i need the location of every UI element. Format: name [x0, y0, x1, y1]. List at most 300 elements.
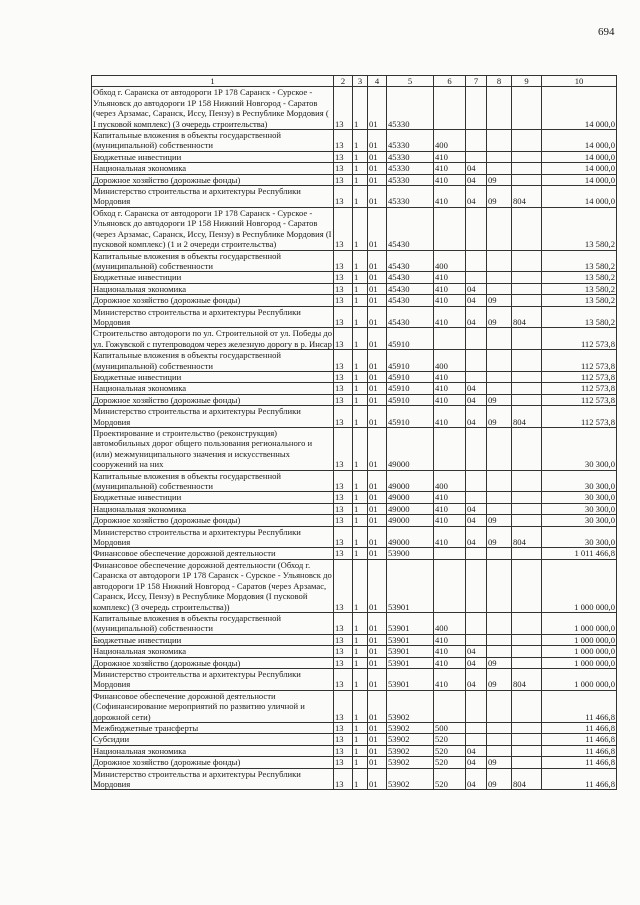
subsection-code: [487, 690, 512, 722]
target-article-code: 53902: [387, 768, 434, 790]
table-header-row: [92, 76, 617, 87]
table-row: [92, 328, 617, 350]
code-col-2: 13: [334, 646, 353, 657]
subsection-code: [487, 207, 512, 250]
code-col-2: 13: [334, 383, 353, 394]
code-col-4: 01: [368, 745, 387, 756]
code-col-4: 01: [368, 250, 387, 272]
expense-type-code: [434, 328, 466, 350]
ministry-code: [512, 690, 542, 722]
ministry-code: [512, 371, 542, 382]
code-col-4: 01: [368, 87, 387, 130]
code-col-2: 13: [334, 328, 353, 350]
expense-type-code: [434, 548, 466, 559]
row-amount: 1 000 000,0: [542, 612, 617, 634]
row-amount: 30 300,0: [542, 526, 617, 548]
row-amount: 13 580,2: [542, 306, 617, 328]
section-code: 04: [466, 745, 487, 756]
table-row: [92, 306, 617, 328]
section-code: [466, 690, 487, 722]
expense-type-code: 400: [434, 250, 466, 272]
code-col-3: 1: [353, 526, 368, 548]
code-col-3: 1: [353, 503, 368, 514]
section-code: 04: [466, 283, 487, 294]
page-number: 694: [598, 26, 615, 38]
code-col-4: 01: [368, 383, 387, 394]
target-article-code: 45330: [387, 174, 434, 185]
row-amount: 112 573,8: [542, 394, 617, 405]
target-article-code: 45430: [387, 250, 434, 272]
code-col-2: 13: [334, 668, 353, 690]
code-col-3: 1: [353, 272, 368, 283]
row-name: Дорожное хозяйство (дорожные фонды): [92, 174, 334, 185]
section-code: [466, 87, 487, 130]
row-amount: 112 573,8: [542, 350, 617, 372]
table-row: [92, 657, 617, 668]
table-row: [92, 757, 617, 768]
table-row: [92, 768, 617, 790]
code-col-2: 13: [334, 757, 353, 768]
ministry-code: [512, 559, 542, 612]
table-row: [92, 394, 617, 405]
row-name: Финансовое обеспечение дорожной деятельности (Софинансирование мероприятий по развитию уличной и дорожной сети): [92, 690, 334, 722]
code-col-2: 13: [334, 657, 353, 668]
code-col-3: 1: [353, 295, 368, 306]
subsection-code: [487, 470, 512, 492]
code-col-3: 1: [353, 406, 368, 428]
expense-type-code: [434, 428, 466, 471]
section-code: [466, 612, 487, 634]
subsection-code: [487, 151, 512, 162]
ministry-code: 804: [512, 306, 542, 328]
code-col-4: 01: [368, 515, 387, 526]
row-amount: 11 466,8: [542, 768, 617, 790]
row-name: Капитальные вложения в объекты государственной (муниципальной) собственности: [92, 470, 334, 492]
code-col-2: 13: [334, 350, 353, 372]
row-amount: 112 573,8: [542, 383, 617, 394]
row-name: Обход г. Саранска от автодороги 1Р 178 Саранск - Сурское - Ульяновск до автодороги 1Р 158 Нижний Новгород - Саратов (через Арзамас, Саранск, Иссу, Пензу) в Республике Мордовия ( I пусковой комплекс) (3 очередь строительства): [92, 87, 334, 130]
section-code: [466, 722, 487, 733]
code-col-4: 01: [368, 612, 387, 634]
header-cell: 7: [466, 76, 487, 87]
table-row: [92, 515, 617, 526]
table-row: [92, 634, 617, 645]
expense-type-code: 410: [434, 174, 466, 185]
table-row: [92, 272, 617, 283]
expense-type-code: 410: [434, 306, 466, 328]
expense-type-code: 410: [434, 634, 466, 645]
code-col-2: 13: [334, 186, 353, 208]
subsection-code: 09: [487, 306, 512, 328]
subsection-code: 09: [487, 768, 512, 790]
target-article-code: 49000: [387, 515, 434, 526]
subsection-code: [487, 130, 512, 152]
code-col-3: 1: [353, 163, 368, 174]
section-code: [466, 328, 487, 350]
code-col-2: 13: [334, 306, 353, 328]
code-col-3: 1: [353, 151, 368, 162]
code-col-2: 13: [334, 515, 353, 526]
code-col-4: 01: [368, 406, 387, 428]
row-amount: 13 580,2: [542, 250, 617, 272]
row-amount: 30 300,0: [542, 428, 617, 471]
code-col-4: 01: [368, 151, 387, 162]
code-col-4: 01: [368, 163, 387, 174]
target-article-code: 53902: [387, 734, 434, 745]
target-article-code: 45330: [387, 186, 434, 208]
expense-type-code: 410: [434, 526, 466, 548]
ministry-code: [512, 272, 542, 283]
row-name: Министерство строительства и архитектуры Республики Мордовия: [92, 668, 334, 690]
expense-type-code: 410: [434, 646, 466, 657]
expense-type-code: 410: [434, 394, 466, 405]
code-col-2: 13: [334, 174, 353, 185]
subsection-code: [487, 634, 512, 645]
code-col-2: 13: [334, 406, 353, 428]
section-code: 04: [466, 163, 487, 174]
code-col-4: 01: [368, 503, 387, 514]
header-cell: 9: [512, 76, 542, 87]
subsection-code: [487, 548, 512, 559]
subsection-code: [487, 87, 512, 130]
code-col-2: 13: [334, 768, 353, 790]
code-col-4: 01: [368, 734, 387, 745]
code-col-3: 1: [353, 657, 368, 668]
ministry-code: [512, 151, 542, 162]
code-col-3: 1: [353, 283, 368, 294]
code-col-4: 01: [368, 690, 387, 722]
target-article-code: 45430: [387, 283, 434, 294]
code-col-3: 1: [353, 250, 368, 272]
ministry-code: [512, 328, 542, 350]
table-row: [92, 151, 617, 162]
code-col-2: 13: [334, 745, 353, 756]
row-amount: 13 580,2: [542, 283, 617, 294]
code-col-3: 1: [353, 186, 368, 208]
code-col-4: 01: [368, 306, 387, 328]
ministry-code: [512, 250, 542, 272]
expense-type-code: 520: [434, 757, 466, 768]
table-row: [92, 350, 617, 372]
code-col-2: 13: [334, 87, 353, 130]
section-code: [466, 272, 487, 283]
row-name: Бюджетные инвестиции: [92, 634, 334, 645]
subsection-code: [487, 328, 512, 350]
row-amount: 1 000 000,0: [542, 668, 617, 690]
row-amount: 1 000 000,0: [542, 646, 617, 657]
section-code: 04: [466, 306, 487, 328]
table-row: [92, 295, 617, 306]
target-article-code: 53901: [387, 634, 434, 645]
table-row: [92, 174, 617, 185]
ministry-code: [512, 174, 542, 185]
expense-type-code: 410: [434, 492, 466, 503]
row-name: Министерство строительства и архитектуры Республики Мордовия: [92, 768, 334, 790]
row-amount: 1 000 000,0: [542, 559, 617, 612]
code-col-3: 1: [353, 174, 368, 185]
target-article-code: 45910: [387, 394, 434, 405]
section-code: 04: [466, 174, 487, 185]
row-amount: 14 000,0: [542, 87, 617, 130]
code-col-2: 13: [334, 722, 353, 733]
section-code: 04: [466, 646, 487, 657]
section-code: 04: [466, 394, 487, 405]
row-amount: 1 000 000,0: [542, 634, 617, 645]
table-row: [92, 526, 617, 548]
row-name: Дорожное хозяйство (дорожные фонды): [92, 295, 334, 306]
subsection-code: 09: [487, 174, 512, 185]
code-col-4: 01: [368, 634, 387, 645]
subsection-code: [487, 350, 512, 372]
target-article-code: 45430: [387, 306, 434, 328]
code-col-2: 13: [334, 371, 353, 382]
code-col-2: 13: [334, 734, 353, 745]
section-code: [466, 151, 487, 162]
ministry-code: [512, 515, 542, 526]
code-col-2: 13: [334, 250, 353, 272]
row-amount: 30 300,0: [542, 492, 617, 503]
code-col-2: 13: [334, 548, 353, 559]
section-code: [466, 492, 487, 503]
row-amount: 112 573,8: [542, 328, 617, 350]
row-name: Капитальные вложения в объекты государственной (муниципальной) собственности: [92, 350, 334, 372]
ministry-code: [512, 612, 542, 634]
budget-table: [91, 75, 617, 790]
expense-type-code: 410: [434, 163, 466, 174]
ministry-code: 804: [512, 526, 542, 548]
row-name: Министерство строительства и архитектуры Республики Мордовия: [92, 526, 334, 548]
subsection-code: [487, 250, 512, 272]
expense-type-code: 410: [434, 295, 466, 306]
code-col-2: 13: [334, 559, 353, 612]
expense-type-code: 400: [434, 130, 466, 152]
row-name: Бюджетные инвестиции: [92, 492, 334, 503]
row-amount: 11 466,8: [542, 722, 617, 733]
code-col-4: 01: [368, 130, 387, 152]
subsection-code: [487, 612, 512, 634]
table-row: [92, 470, 617, 492]
code-col-2: 13: [334, 207, 353, 250]
ministry-code: 804: [512, 768, 542, 790]
ministry-code: [512, 492, 542, 503]
row-amount: 11 466,8: [542, 734, 617, 745]
target-article-code: 53901: [387, 657, 434, 668]
row-name: Дорожное хозяйство (дорожные фонды): [92, 757, 334, 768]
row-amount: 13 580,2: [542, 272, 617, 283]
target-article-code: 53902: [387, 690, 434, 722]
header-cell: 10: [542, 76, 617, 87]
header-cell: 4: [368, 76, 387, 87]
code-col-4: 01: [368, 470, 387, 492]
expense-type-code: [434, 207, 466, 250]
section-code: [466, 250, 487, 272]
code-col-3: 1: [353, 130, 368, 152]
subsection-code: [487, 734, 512, 745]
code-col-4: 01: [368, 283, 387, 294]
row-name: Межбюджетные трансферты: [92, 722, 334, 733]
target-article-code: 45910: [387, 328, 434, 350]
row-name: Национальная экономика: [92, 383, 334, 394]
section-code: [466, 371, 487, 382]
row-amount: 11 466,8: [542, 745, 617, 756]
section-code: 04: [466, 186, 487, 208]
code-col-3: 1: [353, 548, 368, 559]
code-col-4: 01: [368, 371, 387, 382]
row-name: Финансовое обеспечение дорожной деятельности: [92, 548, 334, 559]
section-code: [466, 734, 487, 745]
table-row: [92, 612, 617, 634]
row-amount: 13 580,2: [542, 207, 617, 250]
section-code: 04: [466, 768, 487, 790]
row-amount: 1 011 466,8: [542, 548, 617, 559]
target-article-code: 53901: [387, 559, 434, 612]
ministry-code: [512, 283, 542, 294]
code-col-2: 13: [334, 394, 353, 405]
table-row: [92, 250, 617, 272]
ministry-code: [512, 470, 542, 492]
header-cell: 5: [387, 76, 434, 87]
section-code: [466, 130, 487, 152]
target-article-code: 45330: [387, 163, 434, 174]
ministry-code: 804: [512, 186, 542, 208]
expense-type-code: 500: [434, 722, 466, 733]
ministry-code: [512, 503, 542, 514]
row-amount: 14 000,0: [542, 130, 617, 152]
subsection-code: 09: [487, 757, 512, 768]
expense-type-code: 410: [434, 151, 466, 162]
code-col-4: 01: [368, 394, 387, 405]
code-col-4: 01: [368, 668, 387, 690]
target-article-code: 53900: [387, 548, 434, 559]
target-article-code: 45910: [387, 350, 434, 372]
subsection-code: 09: [487, 186, 512, 208]
code-col-3: 1: [353, 768, 368, 790]
expense-type-code: 400: [434, 612, 466, 634]
table-row: [92, 559, 617, 612]
code-col-3: 1: [353, 306, 368, 328]
expense-type-code: 410: [434, 406, 466, 428]
code-col-2: 13: [334, 295, 353, 306]
code-col-3: 1: [353, 383, 368, 394]
target-article-code: 53901: [387, 646, 434, 657]
code-col-3: 1: [353, 394, 368, 405]
expense-type-code: 410: [434, 272, 466, 283]
subsection-code: [487, 559, 512, 612]
table-row: [92, 130, 617, 152]
row-name: Национальная экономика: [92, 503, 334, 514]
section-code: [466, 548, 487, 559]
subsection-code: [487, 383, 512, 394]
target-article-code: 53902: [387, 745, 434, 756]
section-code: 04: [466, 757, 487, 768]
code-col-3: 1: [353, 668, 368, 690]
subsection-code: [487, 163, 512, 174]
ministry-code: 804: [512, 406, 542, 428]
code-col-3: 1: [353, 470, 368, 492]
row-name: Национальная экономика: [92, 283, 334, 294]
expense-type-code: [434, 559, 466, 612]
expense-type-code: 410: [434, 503, 466, 514]
row-amount: 30 300,0: [542, 515, 617, 526]
table-row: [92, 207, 617, 250]
target-article-code: 53901: [387, 668, 434, 690]
code-col-2: 13: [334, 634, 353, 645]
code-col-4: 01: [368, 272, 387, 283]
row-name: Строительство автодороги по ул. Строительной от ул. Победы до ул. Гожувской с путепроводом через железную дорогу в р. Инсар: [93, 328, 333, 349]
expense-type-code: 520: [434, 768, 466, 790]
table-row: [92, 646, 617, 657]
row-name: Обход г. Саранска от автодороги 1Р 178 Саранск - Сурское - Ульяновск до автодороги 1Р 158 Нижний Новгород - Саратов (через Арзамас, Саранск, Иссу, Пензу) в Республике Мордовия (I пусковой комплекс) (1 и 2 очереди строительства): [93, 207, 332, 250]
ministry-code: [512, 295, 542, 306]
row-name: Национальная экономика: [92, 745, 334, 756]
row-name: Министерство строительства и архитектуры Республики Мордовия: [92, 406, 334, 428]
ministry-code: [512, 87, 542, 130]
expense-type-code: 410: [434, 383, 466, 394]
code-col-3: 1: [353, 734, 368, 745]
code-col-3: 1: [353, 207, 368, 250]
target-article-code: 49000: [387, 526, 434, 548]
code-col-4: 01: [368, 526, 387, 548]
table-row: [92, 734, 617, 745]
table-row: [92, 87, 617, 130]
subsection-code: [487, 503, 512, 514]
row-amount: 112 573,8: [542, 406, 617, 428]
target-article-code: 53902: [387, 722, 434, 733]
ministry-code: [512, 745, 542, 756]
table-row: [92, 428, 617, 471]
code-col-3: 1: [353, 757, 368, 768]
code-col-4: 01: [368, 657, 387, 668]
target-article-code: 49000: [387, 470, 434, 492]
table-row: [92, 283, 617, 294]
code-col-4: 01: [368, 646, 387, 657]
expense-type-code: 400: [434, 350, 466, 372]
header-cell: 1: [92, 76, 334, 87]
code-col-3: 1: [353, 515, 368, 526]
header-cell: 8: [487, 76, 512, 87]
table-row: [92, 668, 617, 690]
ministry-code: [512, 130, 542, 152]
code-col-3: 1: [353, 745, 368, 756]
table-row: [92, 722, 617, 733]
section-code: 04: [466, 406, 487, 428]
row-amount: 14 000,0: [542, 151, 617, 162]
section-code: [466, 559, 487, 612]
row-amount: 14 000,0: [542, 186, 617, 208]
code-col-3: 1: [353, 612, 368, 634]
ministry-code: [512, 722, 542, 733]
code-col-2: 13: [334, 526, 353, 548]
code-col-4: 01: [368, 350, 387, 372]
row-amount: 11 466,8: [542, 757, 617, 768]
code-col-4: 01: [368, 768, 387, 790]
ministry-code: [512, 634, 542, 645]
code-col-2: 13: [334, 130, 353, 152]
table-row: [92, 163, 617, 174]
row-name: Министерство строительства и архитектуры Республики Мордовия: [92, 186, 334, 208]
code-col-2: 13: [334, 503, 353, 514]
ministry-code: [512, 350, 542, 372]
row-name: Министерство строительства и архитектуры Республики Мордовия: [92, 306, 334, 328]
code-col-2: 13: [334, 612, 353, 634]
subsection-code: [487, 283, 512, 294]
subsection-code: [487, 428, 512, 471]
row-name: Бюджетные инвестиции: [92, 151, 334, 162]
code-col-3: 1: [353, 87, 368, 130]
ministry-code: 804: [512, 668, 542, 690]
expense-type-code: [434, 87, 466, 130]
expense-type-code: 410: [434, 657, 466, 668]
